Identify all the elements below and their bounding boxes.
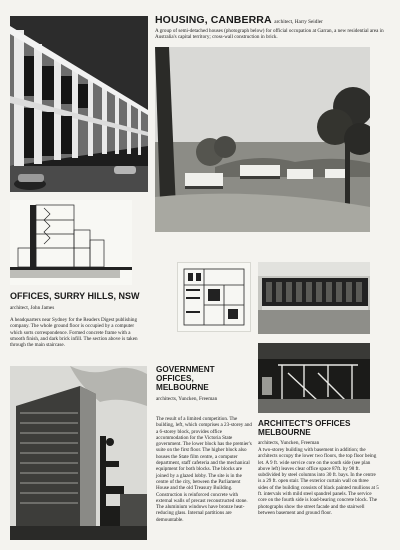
housing-title: HOUSING, CANBERRA xyxy=(155,14,272,26)
architects-office-stairwell-photo xyxy=(258,343,370,413)
housing-facade-photo xyxy=(10,16,148,192)
architects-office-street-photo xyxy=(258,262,370,334)
architects-office-plan-drawing xyxy=(177,262,251,332)
architects-office-title-line1: ARCHITECT'S OFFICES xyxy=(258,419,351,428)
government-offices-tower-photo xyxy=(10,366,147,540)
government-heading xyxy=(156,365,256,393)
government-title-line1: GOVERNMENT xyxy=(156,365,215,374)
architects-office-heading xyxy=(258,419,378,437)
government-description: The result of a limited competition. The building, left, which comprises a 23-storey and a 6-storey block, provides office accommodation for the Victoria State government. The lower block has the premier's suite on the first floor. The higher block also houses the State film centre, a computer department, staff cafeteria and the mechanical equipment for both blocks. The blocks are joined by a glazed lobby. The site is in the centre of the city, between the Parliament House and the old Treasury Building. Construction is reinforced concrete with external walls of precast reconstructed stone. The aluminium windows have bronze heat-reducing glass. Internal partitions are demountable. xyxy=(156,416,252,523)
housing-architect: architect, Harry Seidler xyxy=(274,19,323,25)
surry-hills-section-drawing xyxy=(10,200,132,285)
architects-office-description: A two-storey building with basement in addition; the architects occupy the lower two floors, the top floor being let. A 9 ft. wide service core on the south side (see plan above left) leaves clear office space 87ft. by 98 ft. subdivided by steel columns into 30 ft. bays. In the centre is a 29 ft. open stair. The exterior curtain wall on three sides of the building consists of black painted mullions at 5 ft. intervals with mild steel spandrel panels. The service core on the fourth side is load-bearing concrete block. The photographs show the street facade and the stairwell between basement and ground floor. xyxy=(258,447,379,516)
surry-hills-description: A headquarters near Sydney for the Readers Digest publishing company. The whole ground floor is occupied by a computer which sorts correspondence. Formed concrete frame with a smooth finish, and dark brick infill. The section above is taken through the main staircase. xyxy=(10,317,138,349)
government-title-line2: OFFICES, xyxy=(156,374,194,384)
housing-description: A group of semi-detached houses (photograph below) for official occupation at Garran, a new residential area in Australia's capital territory; cross-wall construction in brick. xyxy=(155,28,384,41)
surry-hills-architect: architect, John James xyxy=(10,305,55,311)
government-architect: architects, Yuncken, Freeman xyxy=(156,396,218,402)
government-title-line3: MELBOURNE xyxy=(156,383,209,393)
surry-hills-title: OFFICES, SURRY HILLS, NSW xyxy=(10,291,140,301)
architects-office-title-line2: MELBOURNE xyxy=(258,428,311,438)
housing-landscape-photo xyxy=(155,47,370,232)
housing-heading xyxy=(155,15,395,28)
architects-office-architect: architects, Yuncken, Freeman xyxy=(258,440,320,446)
